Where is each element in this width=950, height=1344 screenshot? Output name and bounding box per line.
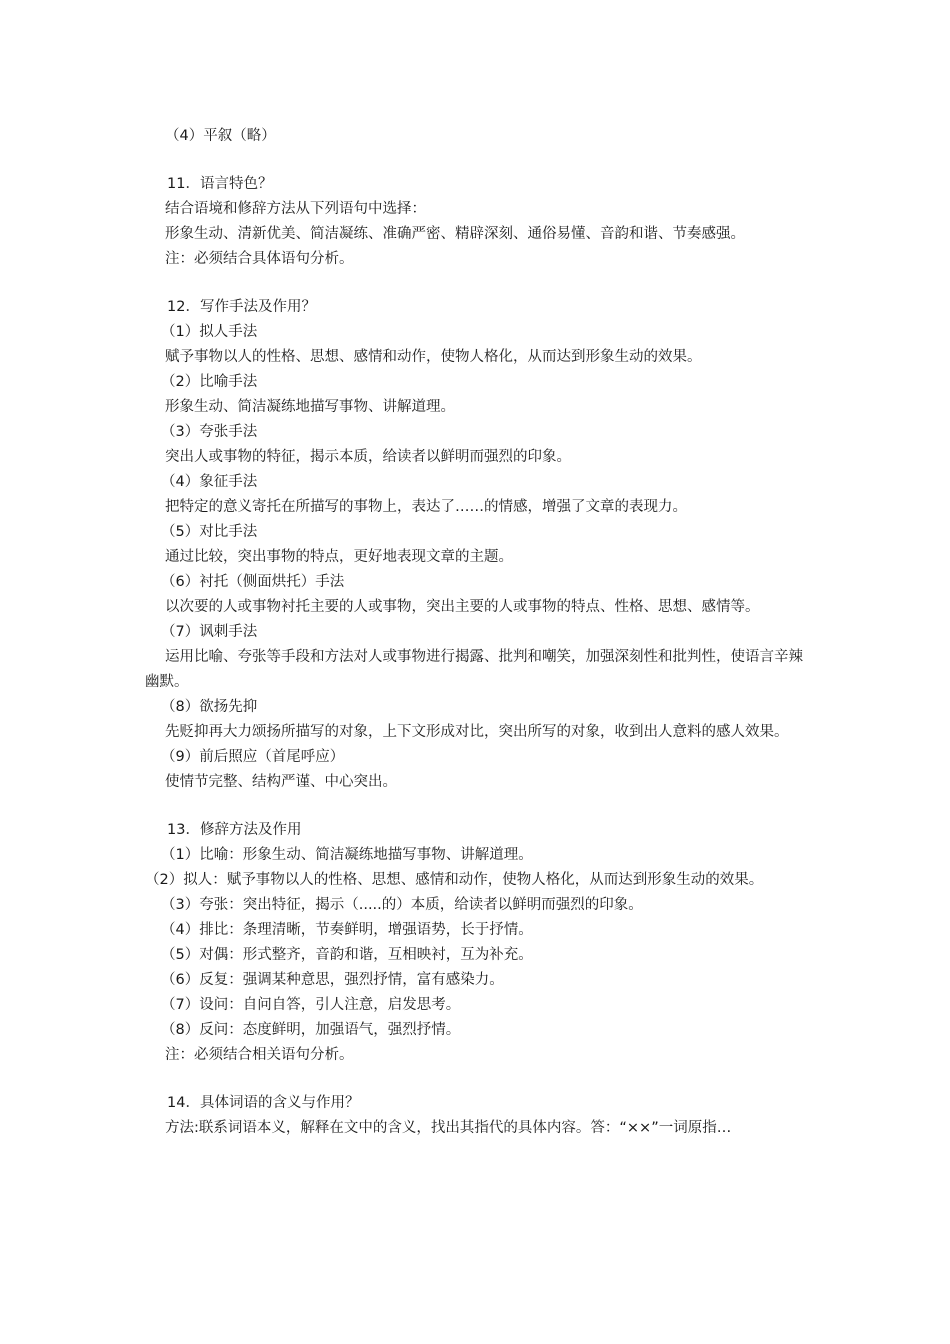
s12-item-title: （2）比喻手法 [161, 374, 258, 390]
spacer [145, 795, 813, 818]
s13-item: （6）反复：强调某种意思，强烈抒情，富有感染力。 [161, 972, 504, 988]
s12-item-title: （5）对比手法 [161, 524, 258, 540]
s12-item-desc: 通过比较，突出事物的特点，更好地表现文章的主题。 [165, 549, 513, 565]
s12-heading: 12．写作手法及作用？ [167, 299, 316, 315]
s12-item-desc: 赋予事物以人的性格、思想、感情和动作，使物人格化，从而达到形象生动的效果。 [165, 349, 702, 365]
s13-item: （4）排比：条理清晰，节奏鲜明，增强语势，长于抒情。 [161, 922, 533, 938]
s13-item: （5）对偶：形式整齐，音韵和谐，互相映衬，互为补充。 [161, 947, 533, 963]
s12-item-desc: 运用比喻、夸张等手段和方法对人或事物进行揭露、批判和嘲笑，加强深刻性和批判性，使语言辛辣幽默。 [145, 649, 803, 690]
s11-line2: 形象生动、清新优美、简洁凝练、准确严密、精辟深刻、通俗易懂、音韵和谐、节奏感强。 [165, 226, 745, 242]
spacer [145, 272, 813, 295]
s12-item-desc: 突出人或事物的特征，揭示本质，给读者以鲜明而强烈的印象。 [165, 449, 571, 465]
s11-heading: 11．语言特色？ [167, 176, 273, 192]
s12-item-desc: 使情节完整、结构严谨、中心突出。 [165, 774, 397, 790]
s12-item-desc: 先贬抑再大力颂扬所描写的对象，上下文形成对比，突出所写的对象，收到出人意料的感人效果。 [165, 724, 789, 740]
s12-item-desc: 形象生动、简洁凝练地描写事物、讲解道理。 [165, 399, 455, 415]
s12-item-title: （9）前后照应（首尾呼应） [161, 749, 345, 765]
s12-item-desc: 以次要的人或事物衬托主要的人或事物，突出主要的人或事物的特点、性格、思想、感情等。 [165, 599, 760, 615]
s13-item: （8）反问：态度鲜明，加强语气，强烈抒情。 [161, 1022, 461, 1038]
s11-line1: 结合语境和修辞方法从下列语句中选择： [165, 201, 426, 217]
s14-method: 方法:联系词语本义，解释在文中的含义，找出其指代的具体内容。答：“××”一词原指… [165, 1120, 732, 1136]
s13-item: （3）夸张：突出特征，揭示（.....的）本质，给读者以鲜明而强烈的印象。 [161, 897, 643, 913]
s13-item: （2）拟人：赋予事物以人的性格、思想、感情和动作，使物人格化，从而达到形象生动的效果。 [145, 872, 764, 888]
s12-item-title: （6）衬托（侧面烘托）手法 [161, 574, 345, 590]
s12-item-desc: 把特定的意义寄托在所描写的事物上，表达了……的情感，增强了文章的表现力。 [165, 499, 687, 515]
s11-note: 注：必须结合具体语句分析。 [165, 251, 354, 267]
s13-item: （1）比喻：形象生动、简洁凝练地描写事物、讲解道理。 [161, 847, 533, 863]
s12-item-title: （4）象征手法 [161, 474, 258, 490]
s12-item-title: （7）讽刺手法 [161, 624, 258, 640]
s12-item-title: （3）夸张手法 [161, 424, 258, 440]
s12-item-title: （8）欲扬先抑 [161, 699, 258, 715]
s13-note: 注：必须结合相关语句分析。 [165, 1047, 354, 1063]
s14-heading: 14．具体词语的含义与作用？ [167, 1095, 360, 1111]
spacer [145, 149, 813, 172]
s12-item-title: （1）拟人手法 [161, 324, 258, 340]
document-page [145, 124, 813, 1141]
s13-item: （7）设问：自问自答，引人注意，启发思考。 [161, 997, 461, 1013]
s10-item4: （4）平叙（略） [165, 128, 276, 144]
s13-heading: 13．修辞方法及作用 [167, 822, 302, 838]
spacer [145, 1068, 813, 1091]
